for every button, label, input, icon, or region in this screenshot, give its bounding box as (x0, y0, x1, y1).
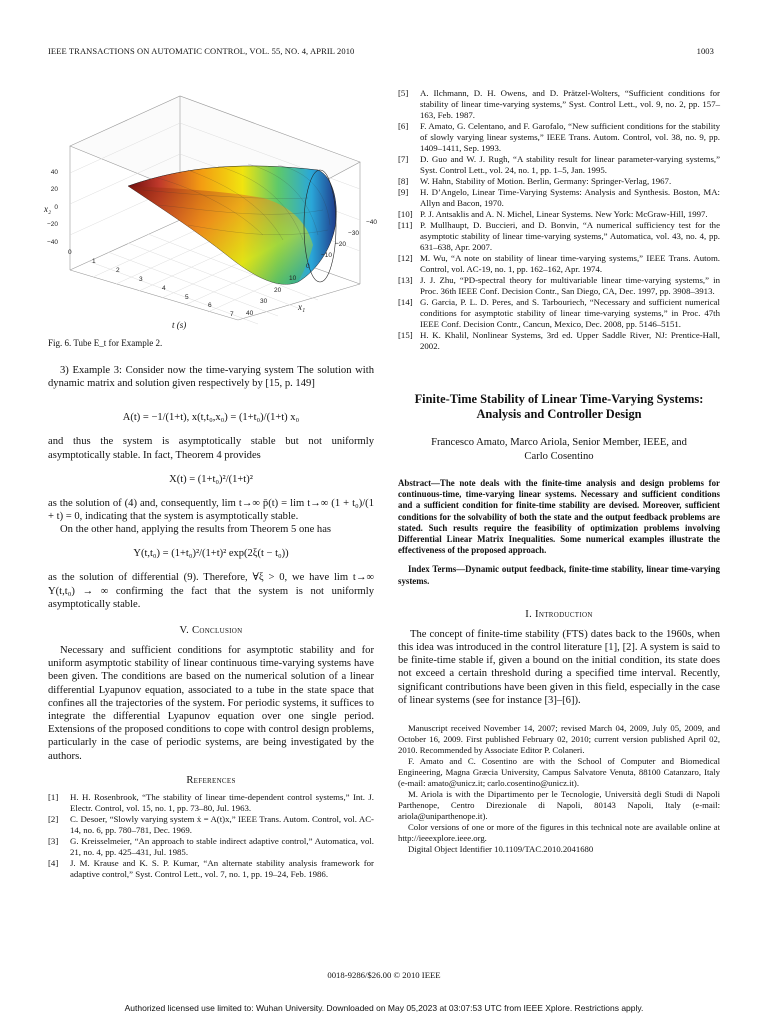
reference-list (398, 88, 720, 352)
reference-number: [3] (48, 835, 59, 846)
section-heading-conclusion: V. Conclusion (179, 625, 243, 637)
footnote: M. Ariola is with the Dipartimento per le Tecnologie, Università degli Studi di Napoli Parthenope, Centro Direzionale di Napoli, 80143 Napoli, Italy (e-mail: ariola@uniparthenope.it). (398, 789, 720, 822)
footnotes (398, 723, 720, 855)
page-number: 1003 (696, 46, 714, 56)
t-tick: 6 (208, 302, 212, 309)
reference-text: D. Guo and W. J. Rugh, “A stability result for linear parameter-varying systems,” Syst. Control Lett., vol. 24, no. 1, pp. 1–5, Jan. 1995. (420, 154, 720, 175)
reference-item (398, 220, 720, 253)
reference-number: [15] (398, 330, 413, 340)
reference-number: [4] (48, 857, 59, 868)
license-notice: Authorized licensed use limited to: Wuhan University. Downloaded on May 05,2023 at 03:07:53 UTC from IEEE Xplore. Restrictions apply. (124, 1003, 644, 1013)
reference-item (398, 253, 720, 275)
paragraph: and thus the system is asymptotically stable but not uniformly asymptotically stable. In fact, Theorem 4 provides (48, 436, 374, 461)
copyright-footer: 0018-9286/$26.00 © 2010 IEEE (327, 970, 441, 980)
reference-text: A. Ilchmann, D. H. Owens, and D. Prätzel-Wolters, “Sufficient conditions for stability of linear time-varying systems,” Syst. Control Lett., vol. 9, no. 2, pp. 157–163, Feb. 1987. (420, 88, 720, 120)
paragraph: as the solution of (4) and, consequently, lim t→∞ p̄(t) = lim t→∞ (1 + t₀)/(1 + t) = 0, indicating that the system is asymptotically stable. (48, 497, 374, 523)
reference-number: [1] (48, 791, 59, 802)
reference-text: C. Desoer, “Slowly varying system ẋ = A(t)x,” IEEE Trans. Autom. Control, vol. AC-14, no. 6, pp. 780–781, Dec. 1969. (70, 813, 374, 835)
section-heading-references: References (186, 774, 236, 786)
reference-text: F. Amato, G. Celentano, and F. Garofalo, “New sufficient conditions for the stability of slowly varying linear systems,” IEEE Trans. Autom. Control, vol. 38, no. 9, pp. 1409–1411, Sep. 1993. (420, 121, 720, 153)
index-terms: Index Terms—Dynamic output feedback, finite-time stability, linear time-varying systems. (398, 564, 720, 586)
reference-item (48, 836, 374, 858)
reference-item (398, 187, 720, 209)
right-column (398, 88, 720, 855)
t-tick: 1 (92, 258, 96, 265)
t-tick: 2 (116, 267, 120, 274)
abstract: Abstract—The note deals with the finite-time analysis and design problems for continuous-time, time-varying linear systems. Necessary and sufficient conditions and a sufficient condition for finite-time stability are devised. Moreover, sufficient conditions for the solvability of both the state and the output feedback problems are stated. Such results require the feasibility of optimization problems involving Differential Linear Matrix Inequalities. Some numerical examples illustrate the effectiveness of the proposed approach. (398, 478, 720, 556)
equation-1: A(t) = −1/(1+t), x(t,t₀,x₀) = (1+t₀)/(1+t) x₀ (122, 412, 300, 424)
x1-tick: 20 (274, 287, 282, 294)
reference-item (398, 176, 720, 187)
x1-tick: −20 (335, 241, 347, 248)
left-column (44, 70, 378, 880)
t-tick: 7 (230, 311, 234, 318)
reference-text: P. Mullhaupt, D. Buccieri, and D. Bonvin, “A numerical sufficiency test for the asymptotic stability of linear time-varying systems,” Automatica, vol. 43, no. 4, pp. 631–638, Apr. 2007. (420, 220, 720, 252)
reference-text: P. J. Antsaklis and A. N. Michel, Linear Systems. New York: McGraw-Hill, 1997. (420, 209, 708, 219)
figure-caption: Fig. 6. Tube E_t for Example 2. (48, 338, 163, 348)
authors-line-2: Carlo Cosentino (524, 451, 594, 462)
reference-number: [2] (48, 813, 59, 824)
t-tick: 0 (68, 249, 72, 256)
reference-text: H. K. Khalil, Nonlinear Systems, 3rd ed. Upper Saddle River, NJ: Prentice-Hall, 2002. (420, 330, 720, 351)
reference-number: [7] (398, 154, 409, 164)
paragraph: On the other hand, applying the results from Theorem 5 one has (60, 524, 332, 536)
footnote: Color versions of one or more of the figures in this technical note are available online at http://ieeexplore.ieee.org. (398, 822, 720, 844)
reference-item (398, 330, 720, 352)
reference-text: G. Kreisselmeier, “An approach to stable indirect adaptive control,” Automatica, vol. 21, no. 4, pp. 425–431, Jul. 1985. (70, 835, 374, 857)
x2-tick: −40 (46, 239, 58, 246)
reference-text: W. Hahn, Stability of Motion. Berlin, Germany: Springer-Verlag, 1967. (420, 176, 672, 186)
authors (398, 436, 720, 464)
reference-list (48, 792, 374, 880)
reference-number: [5] (398, 88, 409, 98)
reference-item (48, 858, 374, 880)
x1-tick: −40 (366, 219, 378, 226)
authors-line-1: Francesco Amato, Marco Ariola, Senior Member, IEEE, and (431, 437, 687, 448)
t-tick: 3 (139, 276, 143, 283)
x1-axis-label: x₁ (298, 302, 306, 312)
reference-number: [6] (398, 121, 409, 131)
x2-tick: 40 (50, 169, 58, 176)
figure-6 (44, 70, 378, 332)
reference-item (48, 792, 374, 814)
reference-number: [10] (398, 209, 413, 219)
paper-title: Finite-Time Stability of Linear Time-Varying Systems: Analysis and Controller Design (414, 392, 704, 421)
reference-item (398, 121, 720, 154)
x1-tick: −10 (321, 252, 333, 259)
footnote: Digital Object Identifier 10.1109/TAC.2010.2041680 (408, 844, 594, 855)
t-axis-label: t (s) (172, 320, 187, 330)
x1-tick: 40 (246, 310, 254, 317)
x1-tick: −30 (348, 230, 360, 237)
reference-item (398, 154, 720, 176)
reference-item (48, 814, 374, 836)
reference-number: [13] (398, 275, 413, 285)
reference-item (398, 88, 720, 121)
reference-text: J. J. Zhu, “PD-spectral theory for multivariable linear time-varying systems,” in Proc. 36th IEEE Conf. Decision Contr., San Diego, CA, Dec. 1997, pp. 3908–3913. (420, 275, 720, 296)
reference-item (398, 297, 720, 330)
introduction-text: The concept of finite-time stability (FTS) dates back to the 1960s, when this idea was introduced in the control literature [1], [2]. A system is said to be finite-time stable if, given a bound on the initial condition, its state does not exceed a certain threshold during a specified time interval. Recently, significant contributions have been given in this field, especially in the case of linear systems (see for instance [3]–[6]). (398, 628, 720, 706)
reference-number: [12] (398, 253, 413, 263)
reference-number: [11] (398, 220, 413, 230)
x2-tick: 0 (54, 204, 58, 211)
reference-text: H. H. Rosenbrook, “The stability of linear time-dependent control systems,” Int. J. Electr. Control, vol. 15, no. 1, pp. 73–80, Jul. 1963. (70, 791, 374, 813)
footnote: F. Amato and C. Cosentino are with the School of Computer and Biomedical Engineering, Magna Græcia University, Campus Salvatore Venuta, 88100 Catanzaro, Italy (e-mail: amato@unicz.it; carlo.cosentino@unicz.it). (398, 756, 720, 789)
tube-3d-plot (44, 70, 378, 332)
reference-number: [14] (398, 297, 413, 307)
equation-2: X(t) = (1+t₀)²/(1+t)² (169, 473, 253, 485)
journal-header: IEEE TRANSACTIONS ON AUTOMATIC CONTROL, VOL. 55, NO. 4, APRIL 2010 (48, 46, 355, 56)
x1-tick: 30 (260, 298, 268, 305)
equation-3: Y(t,t₀) = (1+t₀)²/(1+t)² exp(2ξ(t − t₀)) (133, 548, 289, 560)
reference-text: M. Wu, “A note on stability of linear time-varying systems,” IEEE Trans. Autom. Control, vol. AC-19, no. 1, pp. 162–162, Apr. 1974. (420, 253, 720, 274)
conclusion-text: Necessary and sufficient conditions for asymptotic stability and for uniform asymptotic stability of linear continuous time-varying systems have been given. The conditions are based on the numerical solution of a linear differential Lyapunov equation, associated to a tube in the state space that confines all the trajectories of the system. For periodic systems, it suffices to integrate the differential Lyapunov equation over one single period. Extensions of the proposed conditions to cope with control design problems, particularly in the case of periodic systems, are being investigated by the authors. (48, 645, 374, 762)
t-tick: 4 (162, 285, 166, 292)
x1-tick: 10 (289, 275, 297, 282)
reference-item (398, 209, 720, 220)
reference-number: [8] (398, 176, 409, 186)
example-intro: 3) Example 3: Consider now the time-varying system The solution with dynamic matrix and solution given respectively by [15, p. 149] (48, 365, 374, 390)
x2-tick: 20 (50, 186, 58, 193)
paragraph: as the solution of differential (9). Therefore, ∀ξ > 0, we have lim t→∞ Y(t,t₀) → ∞ confirming the fact that the system is not uniformly asymptotically stable. (48, 572, 374, 610)
reference-text: J. M. Krause and K. S. P. Kumar, “An alternate stability analysis framework for adaptive control,” Syst. Control Lett., vol. 7, no. 1, pp. 19–24, Feb. 1986. (70, 857, 374, 879)
x1-tick: 0 (306, 263, 310, 270)
t-tick: 5 (185, 294, 189, 301)
reference-text: H. D’Angelo, Linear Time-Varying Systems: Analysis and Synthesis. Boston, MA: Allyn and Bacon, 1970. (420, 187, 720, 208)
reference-item (398, 275, 720, 297)
x2-axis-label: x₂ (44, 204, 52, 214)
footnote: Manuscript received November 14, 2007; revised March 04, 2009, July 05, 2009, and October 16, 2009. First published February 02, 2010; current version published April 02, 2010. Recommended by Associate Editor P. Colaneri. (398, 723, 720, 756)
reference-text: G. Garcia, P. L. D. Peres, and S. Tarbouriech, “Necessary and sufficient numerical conditions for asymptotic stability of linear time-varying systems,” in Proc. 47th IEEE Conf. Decision Contr., Cancun, Mexico, Dec. 2008, pp. 5146–5151. (420, 297, 720, 329)
section-heading-introduction: I. Introduction (525, 608, 593, 620)
reference-number: [9] (398, 187, 409, 197)
x2-tick: −20 (46, 221, 58, 228)
